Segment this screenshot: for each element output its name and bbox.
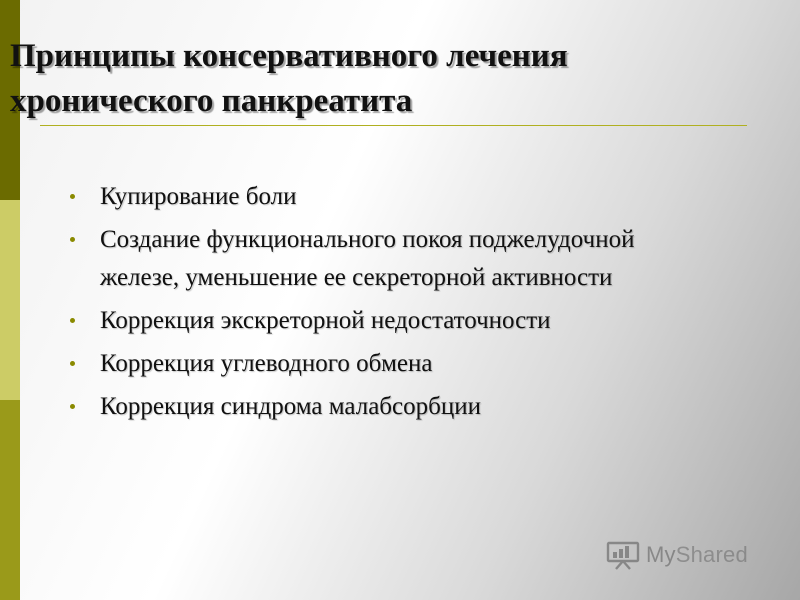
bullet-item-malabsorption: [70, 388, 710, 426]
bullet-icon: [70, 237, 75, 242]
accent-bar-bottom: [0, 400, 20, 600]
watermark-text: [646, 542, 748, 568]
watermark: [606, 538, 748, 572]
accent-bar-middle: [0, 200, 20, 400]
bullet-icon: [70, 404, 75, 409]
presentation-board-icon: [606, 540, 640, 570]
bullet-icon: [70, 194, 75, 199]
bullet-icon: [70, 318, 75, 323]
slide-title: [10, 34, 770, 124]
bullet-item-exocrine-insufficiency: [70, 302, 710, 340]
bullet-text: Коррекция синдрома малабсорбции: [100, 393, 481, 420]
bullet-text: Коррекция экскреторной недостаточности: [100, 307, 551, 334]
bullet-list: [70, 178, 710, 431]
slide-title-line-2: хронического панкреатита: [10, 83, 413, 119]
watermark-text-a: My: [646, 542, 676, 567]
bullet-text: Купирование боли: [100, 183, 297, 210]
title-underline: [40, 125, 747, 126]
bullet-item-pancreas-rest: [70, 221, 710, 297]
bullet-item-carbohydrate-metabolism: [70, 345, 710, 383]
bullet-text: Коррекция углеводного обмена: [100, 350, 433, 377]
bullet-icon: [70, 361, 75, 366]
bullet-item-pain-relief: [70, 178, 710, 216]
bullet-text: Создание функционального покоя поджелудочной железе, уменьшение ее секреторной активности: [100, 226, 635, 291]
watermark-text-b: Shared: [675, 542, 748, 567]
slide-title-line-1: Принципы консервативного лечения: [10, 38, 568, 74]
